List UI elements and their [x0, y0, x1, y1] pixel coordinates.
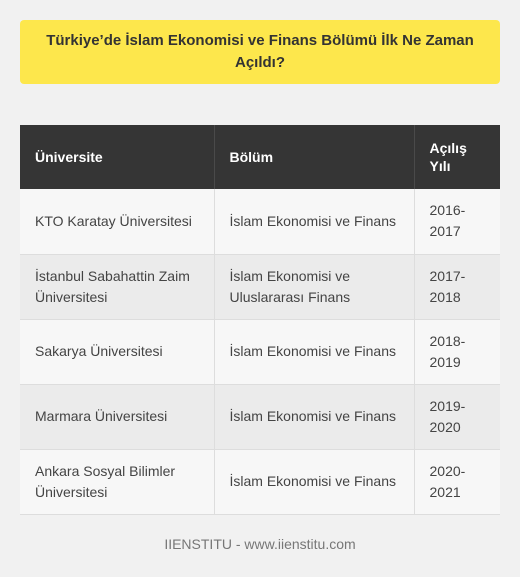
page-title: Türkiye’de İslam Ekonomisi ve Finans Bölümü İlk Ne Zaman Açıldı?: [46, 32, 474, 71]
header-opening-year: Açılış Yılı: [414, 125, 500, 189]
table-header-row: [20, 125, 500, 189]
table-row: [20, 319, 500, 384]
cell-department: İslam Ekonomisi ve Finans: [214, 189, 414, 254]
table-row: [20, 449, 500, 514]
cell-opening-year: 2020-2021: [414, 449, 500, 514]
header-university: Üniversite: [20, 125, 214, 189]
universities-table: [20, 125, 500, 515]
cell-university: İstanbul Sabahattin Zaim Üniversitesi: [20, 254, 214, 319]
cell-university: KTO Karatay Üniversitesi: [20, 189, 214, 254]
cell-department: İslam Ekonomisi ve Finans: [214, 449, 414, 514]
footer-credit: IIENSTITU - www.iienstitu.com: [164, 536, 356, 552]
table-row: [20, 384, 500, 449]
cell-university: Sakarya Üniversitesi: [20, 319, 214, 384]
table-row: [20, 254, 500, 319]
title-banner: [20, 20, 500, 84]
cell-opening-year: 2016-2017: [414, 189, 500, 254]
cell-university: Marmara Üniversitesi: [20, 384, 214, 449]
cell-opening-year: 2018-2019: [414, 319, 500, 384]
header-department: Bölüm: [214, 125, 414, 189]
cell-department: İslam Ekonomisi ve Finans: [214, 319, 414, 384]
cell-opening-year: 2017-2018: [414, 254, 500, 319]
cell-department: İslam Ekonomisi ve Finans: [214, 384, 414, 449]
cell-opening-year: 2019-2020: [414, 384, 500, 449]
cell-department: İslam Ekonomisi ve Uluslararası Finans: [214, 254, 414, 319]
cell-university: Ankara Sosyal Bilimler Üniversitesi: [20, 449, 214, 514]
table-row: [20, 189, 500, 254]
